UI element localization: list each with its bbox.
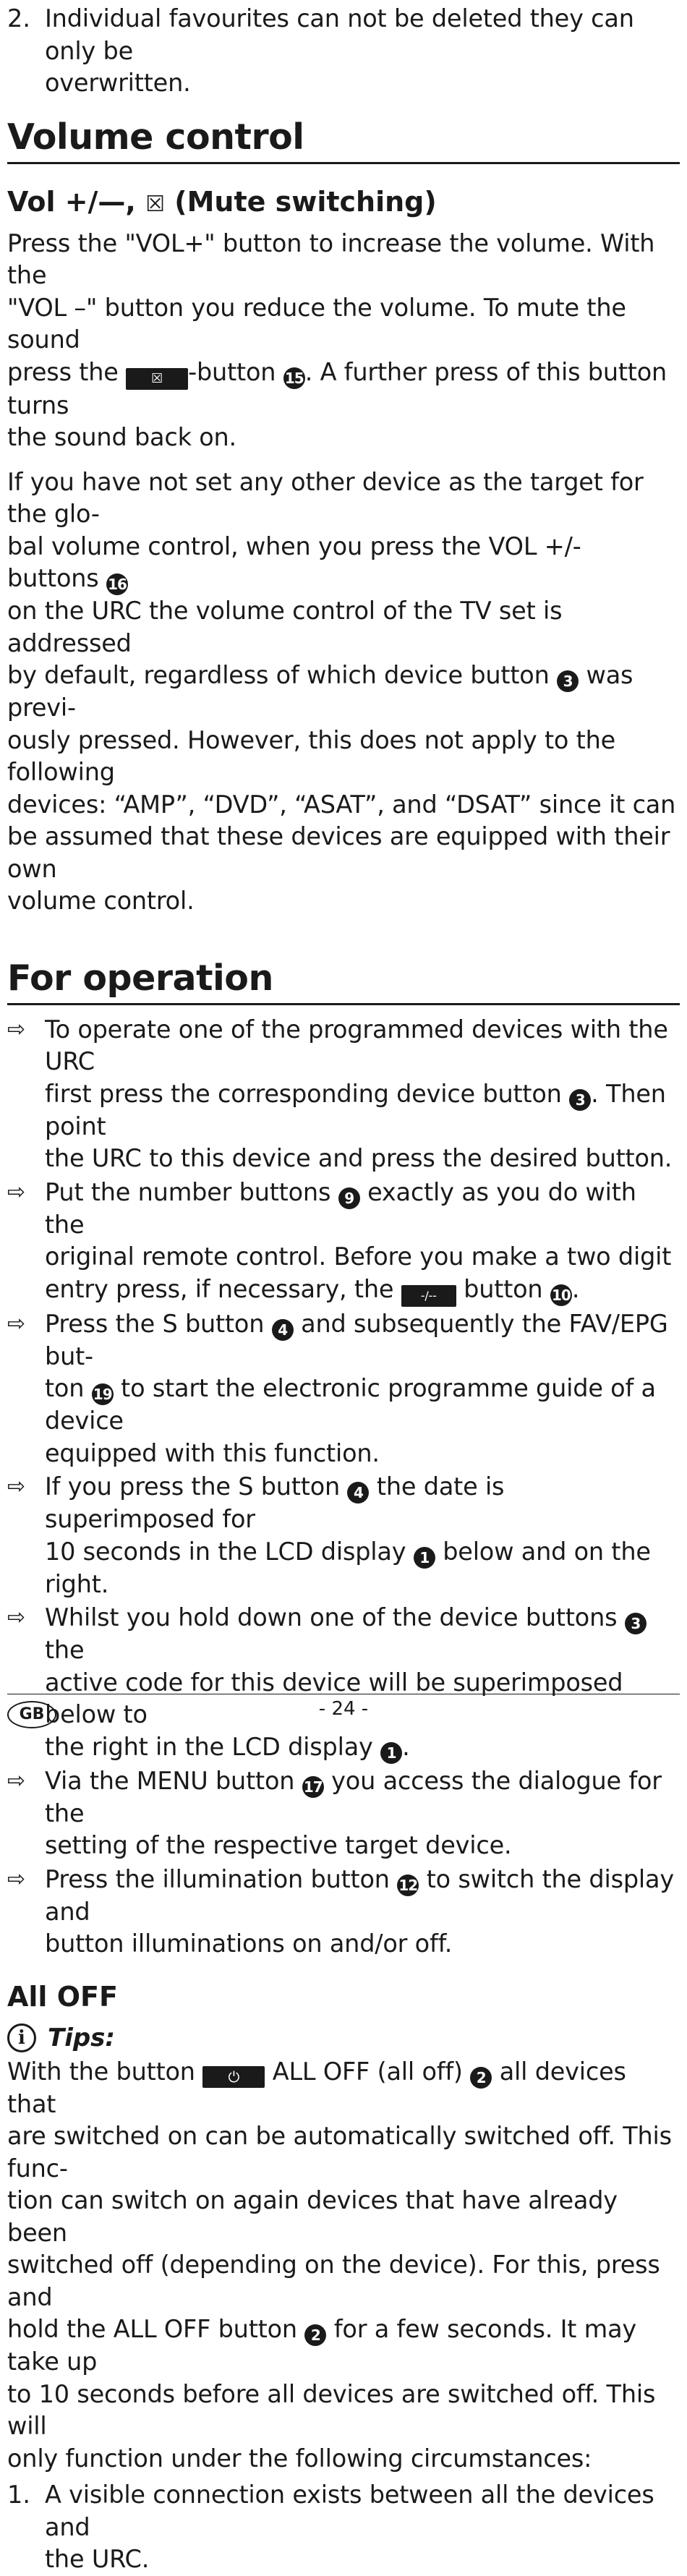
power-key-icon: ⏻ (202, 2066, 265, 2088)
ref-number: 10 (550, 1284, 572, 1306)
favourites-note (7, 3, 680, 100)
text-line: the sound back on. (7, 423, 236, 451)
note-line: overwritten. (45, 69, 191, 97)
text-line (7, 660, 680, 725)
digit-key-icon: -/-- (401, 1285, 456, 1307)
list-item (7, 1177, 680, 1307)
text-line: "VOL –" button you reduce the volume. To mute the sound (7, 293, 626, 354)
text-span: first press the corresponding device button (45, 1079, 570, 1108)
text-span: hold the ALL OFF button (7, 2315, 305, 2343)
arrow-icon: ⇨ (7, 1767, 26, 1794)
mute-key-icon: ☒ (126, 368, 188, 390)
text-span: . Then point (45, 1079, 666, 1140)
text-span: the right in the LCD display (45, 1732, 381, 1761)
list-item (7, 1014, 680, 1175)
text-span: Press the S button (45, 1309, 272, 1338)
list-item (7, 1602, 680, 1764)
text-span: Via the MENU button (45, 1766, 302, 1795)
arrow-icon: ⇨ (7, 1605, 26, 1630)
text-line (7, 357, 680, 422)
text-span: entry press, if necessary, the (45, 1274, 401, 1303)
text-line (45, 1274, 680, 1307)
text-line: tion can switch on again devices that have already been (7, 2186, 618, 2247)
text-line: A visible connection exists between all the devices and (45, 2481, 654, 2541)
text-span: If you press the S button (45, 1472, 348, 1501)
item-number: 1. (7, 2481, 30, 2509)
text-line (45, 1602, 680, 1667)
text-span: button (456, 1274, 550, 1303)
for-operation-heading: For operation (7, 957, 273, 999)
text-line: on the URC the volume control of the TV set is addressed (7, 597, 563, 657)
text-span: With the button (7, 2057, 203, 2086)
text-line (45, 1731, 680, 1764)
ref-number: 1 (414, 1547, 435, 1569)
text-span: . (402, 1732, 410, 1761)
vol-subheading-text: (Mute switching) (164, 185, 437, 218)
text-line (45, 1765, 680, 1830)
text-line (7, 531, 680, 596)
section-rule (7, 1003, 680, 1005)
text-line: If you have not set any other device as the target for the glo- (7, 467, 644, 528)
ref-number: 15 (283, 367, 305, 389)
ref-number: 4 (347, 1482, 369, 1504)
text-line: devices: “AMP”, “DVD”, “ASAT”, and “DSAT” since it can (7, 790, 676, 819)
text-span: -button (188, 357, 283, 386)
ref-number: 3 (557, 670, 579, 692)
text-line: volume control. (7, 887, 195, 915)
list-item (7, 1864, 680, 1961)
text-line (45, 1308, 680, 1373)
arrow-icon: ⇨ (7, 1179, 26, 1205)
text-line: switched off (depending on the device). For this, press and (7, 2251, 660, 2311)
text-span: 10 seconds in the LCD display (45, 1537, 414, 1566)
text-line (45, 1078, 680, 1143)
text-line: be assumed that these devices are equipped with their own (7, 822, 670, 883)
manual-page (7, 0, 680, 2576)
ref-number: 19 (92, 1383, 114, 1405)
text-line: setting of the respective target device. (45, 1831, 512, 1859)
arrow-icon: ⇨ (7, 1310, 26, 1336)
text-line: the URC to this device and press the desired button. (45, 1144, 673, 1172)
circumstance-item (7, 2479, 680, 2576)
arrow-icon: ⇨ (7, 1016, 26, 1042)
text-span: press the (7, 357, 127, 386)
text-span: to switch the display and (45, 1864, 674, 1926)
text-span: you access the dialogue for the (45, 1766, 662, 1827)
volume-paragraph-1 (7, 228, 680, 454)
volume-paragraph-2 (7, 466, 680, 918)
text-line (45, 1373, 680, 1438)
tips-text: Tips: (48, 2023, 116, 2052)
ref-number: 17 (302, 1776, 324, 1798)
text-line (7, 2313, 680, 2379)
text-span: and subsequently the FAV/EPG but- (45, 1309, 668, 1370)
text-span: to start the electronic programme guide of a device (45, 1374, 656, 1435)
text-span: ton (45, 1374, 92, 1402)
operation-list (7, 1014, 680, 1961)
ref-number: 2 (470, 2067, 492, 2089)
vol-subheading (7, 183, 680, 223)
ref-number: 12 (397, 1875, 419, 1896)
text-span: Whilst you hold down one of the device buttons (45, 1603, 625, 1632)
text-span: for a few seconds. It may take up (7, 2315, 637, 2376)
text-line: Press the "VOL+" button to increase the volume. With the (7, 229, 655, 289)
ref-number: 4 (272, 1319, 294, 1341)
volume-control-heading: Volume control (7, 116, 304, 158)
text-span: all devices that (7, 2057, 626, 2118)
text-span: . A further press of this button turns (7, 357, 667, 419)
text-span: by default, regardless of which device button (7, 661, 558, 689)
text-line: button illuminations on and/or off. (45, 1929, 453, 1958)
ref-number: 2 (304, 2324, 326, 2346)
text-span: was previ- (7, 661, 633, 722)
item-number: 2. (7, 4, 30, 33)
text-span: the date is superimposed for (45, 1472, 505, 1533)
section-rule (7, 162, 680, 164)
list-item (7, 1471, 680, 1600)
text-line (7, 2056, 680, 2121)
text-span: Press the illumination button (45, 1864, 398, 1893)
note-line: Individual favourites can not be deleted they can only be (45, 4, 634, 65)
tips-label (7, 2020, 680, 2056)
text-line: only function under the following circumstances: (7, 2444, 592, 2473)
text-line (45, 1471, 680, 1536)
text-line: equipped with this function. (45, 1438, 380, 1467)
ref-number: 3 (569, 1089, 591, 1111)
text-line: To operate one of the programmed devices with the URC (45, 1015, 668, 1075)
text-span: . (571, 1274, 580, 1303)
ref-number: 16 (106, 573, 128, 595)
text-line: the URC. (45, 2545, 150, 2573)
ref-number: 9 (338, 1187, 360, 1209)
text-span: exactly as you do with the (45, 1177, 636, 1239)
text-line: to 10 seconds before all devices are switched off. This will (7, 2379, 656, 2440)
text-line: ously pressed. However, this does not apply to the following (7, 725, 616, 786)
text-line: active code for this device will be superimposed below to (45, 1668, 623, 1728)
text-span: the (45, 1636, 85, 1664)
ref-number: 3 (625, 1613, 647, 1634)
text-span: below and on the right. (45, 1537, 651, 1598)
info-icon: i (7, 2023, 36, 2052)
list-item (7, 1308, 680, 1470)
all-off-paragraph (7, 2056, 680, 2475)
page-number: - 24 - (318, 1698, 369, 1720)
text-line (45, 1536, 680, 1601)
list-item (7, 1765, 680, 1862)
text-line (45, 1177, 680, 1242)
text-span: bal volume control, when you press the VOL +/- buttons (7, 532, 581, 592)
text-span: Put the number buttons (45, 1177, 338, 1206)
all-off-heading: All OFF (7, 1980, 118, 2013)
country-badge: GB (7, 1701, 56, 1728)
text-span: ALL OFF (all off) (265, 2057, 471, 2086)
arrow-icon: ⇨ (7, 1474, 26, 1499)
text-line: are switched on can be automatically switched off. This func- (7, 2122, 672, 2183)
text-line (45, 1864, 680, 1929)
ref-number: 1 (380, 1742, 402, 1764)
vol-subheading-text: Vol +/—, (7, 185, 146, 218)
mute-icon: ☒ (145, 191, 165, 217)
text-line: original remote control. Before you make a two digit (45, 1242, 672, 1271)
arrow-icon: ⇨ (7, 1866, 26, 1892)
